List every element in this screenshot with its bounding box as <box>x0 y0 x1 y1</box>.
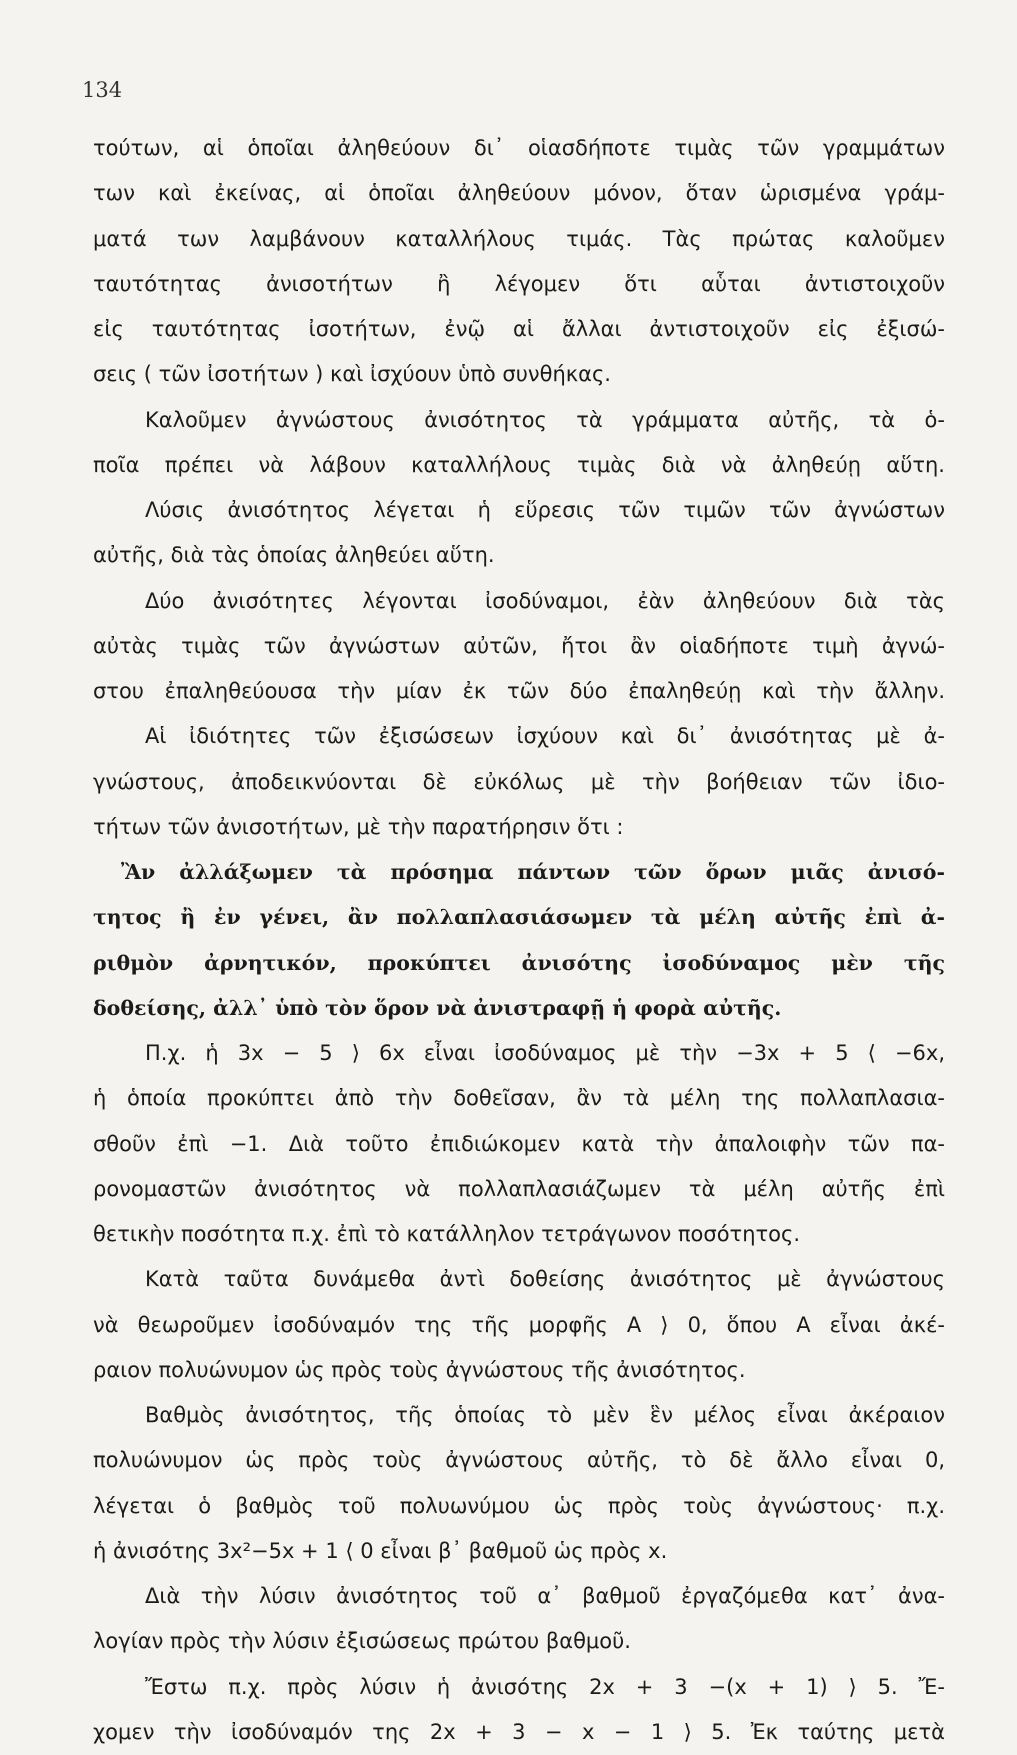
text-line: λέγεται ὁ βαθμὸς τοῦ πολυωνύμου ὡς πρὸς τοὺς ἀγνώστους· π.χ. <box>93 1493 945 1518</box>
text-line: ματά των λαμβάνουν καταλλήλους τιμάς. Τὰς πρώτας καλοῦμεν <box>93 226 945 251</box>
text-line: σθοῦν ἐπὶ −1. Διὰ τοῦτο ἐπιδιώκομεν κατὰ τὴν ἀπαλοιφὴν τῶν πα- <box>93 1131 945 1156</box>
text-line: σεις ( τῶν ἰσοτήτων ) καὶ ἰσχύουν ὑπὸ συνθήκας. <box>93 362 611 387</box>
text-line: των καὶ ἐκείνας, αἱ ὁποῖαι ἀληθεύουν μόνον, ὅταν ὡρισμένα γράμ- <box>93 181 945 206</box>
text-line: ραιον πολυώνυμον ὡς πρὸς τοὺς ἀγνώστους τῆς ἀνισότητος. <box>93 1357 746 1382</box>
text-line: θετικὴν ποσότητα π.χ. ἐπὶ τὸ κατάλληλον τετράγωνον ποσότητος. <box>93 1222 800 1246</box>
text-line: χομεν τὴν ἰσοδύναμόν της 2x + 3 − x − 1 ⟩ 5. Ἐκ ταύτης μετὰ <box>93 1719 945 1744</box>
text-line: Π.χ. ἡ 3x − 5 ⟩ 6x εἶναι ἰσοδύναμος μὲ τὴν −3x + 5 ⟨ −6x, <box>145 1041 945 1065</box>
text-line: Ἔστω π.χ. πρὸς λύσιν ἡ ἀνισότης 2x + 3 −(x + 1) ⟩ 5. Ἔ- <box>145 1674 945 1699</box>
text-line: εἰς ταυτότητας ἰσοτήτων, ἐνῷ αἱ ἄλλαι ἀντιστοιχοῦν εἰς ἐξισώ- <box>93 317 945 341</box>
text-line: στου ἐπαληθεύουσα τὴν μίαν ἐκ τῶν δύο ἐπαληθεύῃ καὶ τὴν ἄλλην. <box>93 679 945 703</box>
text-line: ρονομαστῶν ἀνισότητος νὰ πολλαπλασιάζωμεν τὰ μέλη αὐτῆς ἐπὶ <box>93 1176 945 1201</box>
text-line: Καλοῦμεν ἀγνώστους ἀνισότητος τὰ γράμματα αὐτῆς, τὰ ὁ- <box>145 407 945 432</box>
text-line: αὐτὰς τιμὰς τῶν ἀγνώστων αὐτῶν, ἤτοι ἂν οἱαδήποτε τιμὴ ἀγνώ- <box>93 633 945 658</box>
text-line: αὐτῆς, διὰ τὰς ὁποίας ἀληθεύει αὕτη. <box>93 543 495 568</box>
text-line: νὰ θεωροῦμεν ἰσοδύναμόν της τῆς μορφῆς A ⟩ 0, ὅπου A εἶναι ἀκέ- <box>93 1312 945 1337</box>
text-line: ταυτότητας ἀνισοτήτων ἢ λέγομεν ὅτι αὗται ἀντιστοιχοῦν <box>93 271 945 296</box>
text-line: ἡ ἀνισότης 3x²−5x + 1 ⟨ 0 εἶναι β᾿ βαθμοῦ ὡς πρὸς x. <box>93 1538 668 1563</box>
text-line: Αἱ ἰδιότητες τῶν ἐξισώσεων ἰσχύουν καὶ δι᾿ ἀνισότητας μὲ ἀ- <box>145 724 945 749</box>
rule-line: Ἂν ἀλλάξωμεν τὰ πρόσημα πάντων τῶν ὅρων μιᾶς ἀνισό- <box>121 860 945 884</box>
text-line: ἡ ὁποία προκύπτει ἀπὸ τὴν δοθεῖσαν, ἂν τὰ μέλη της πολλαπλασια- <box>93 1086 945 1111</box>
rule-line: τητος ἢ ἐν γένει, ἂν πολλαπλασιάσωμεν τὰ μέλη αὐτῆς ἐπὶ ἀ- <box>93 905 945 930</box>
text-line: γνώστους, ἀποδεικνύονται δὲ εὐκόλως μὲ τὴν βοήθειαν τῶν ἰδιο- <box>93 769 945 794</box>
text-line: τήτων τῶν ἀνισοτήτων, μὲ τὴν παρατήρησιν ὅτι : <box>93 814 624 839</box>
text-line: Διὰ τὴν λύσιν ἀνισότητος τοῦ α᾿ βαθμοῦ ἐργαζόμεθα κατ᾿ ἀνα- <box>145 1584 945 1608</box>
text-line: ποῖα πρέπει νὰ λάβουν καταλλήλους τιμὰς διὰ νὰ ἀληθεύῃ αὕτη. <box>93 452 945 477</box>
text-line: τούτων, αἱ ὁποῖαι ἀληθεύουν δι᾿ οἱασδήποτε τιμὰς τῶν γραμμάτων <box>93 136 945 160</box>
rule-line: δοθείσης, ἀλλ᾿ ὑπὸ τὸν ὅρον νὰ ἀνιστραφῇ ἡ φορὰ αὐτῆς. <box>93 995 782 1020</box>
text-line: Βαθμὸς ἀνισότητος, τῆς ὁποίας τὸ μὲν ἓν μέλος εἶναι ἀκέραιον <box>145 1403 945 1427</box>
text-line: Κατὰ ταῦτα δυνάμεθα ἀντὶ δοθείσης ἀνισότητος μὲ ἀγνώστους <box>145 1267 945 1292</box>
body-text <box>93 126 945 1755</box>
text-line: Λύσις ἀνισότητος λέγεται ἡ εὕρεσις τῶν τιμῶν τῶν ἀγνώστων <box>145 498 945 522</box>
rule-line: ριθμὸν ἀρνητικόν, προκύπτει ἀνισότης ἰσοδύναμος μὲν τῆς <box>93 950 945 975</box>
page-number: 134 <box>82 78 123 102</box>
text-line: λογίαν πρὸς τὴν λύσιν ἐξισώσεως πρώτου βαθμοῦ. <box>93 1629 631 1654</box>
text-line: πολυώνυμον ὡς πρὸς τοὺς ἀγνώστους αὐτῆς, τὸ δὲ ἄλλο εἶναι 0, <box>93 1448 945 1473</box>
text-line: Δύο ἀνισότητες λέγονται ἰσοδύναμοι, ἐὰν ἀληθεύουν διὰ τὰς <box>145 588 945 613</box>
